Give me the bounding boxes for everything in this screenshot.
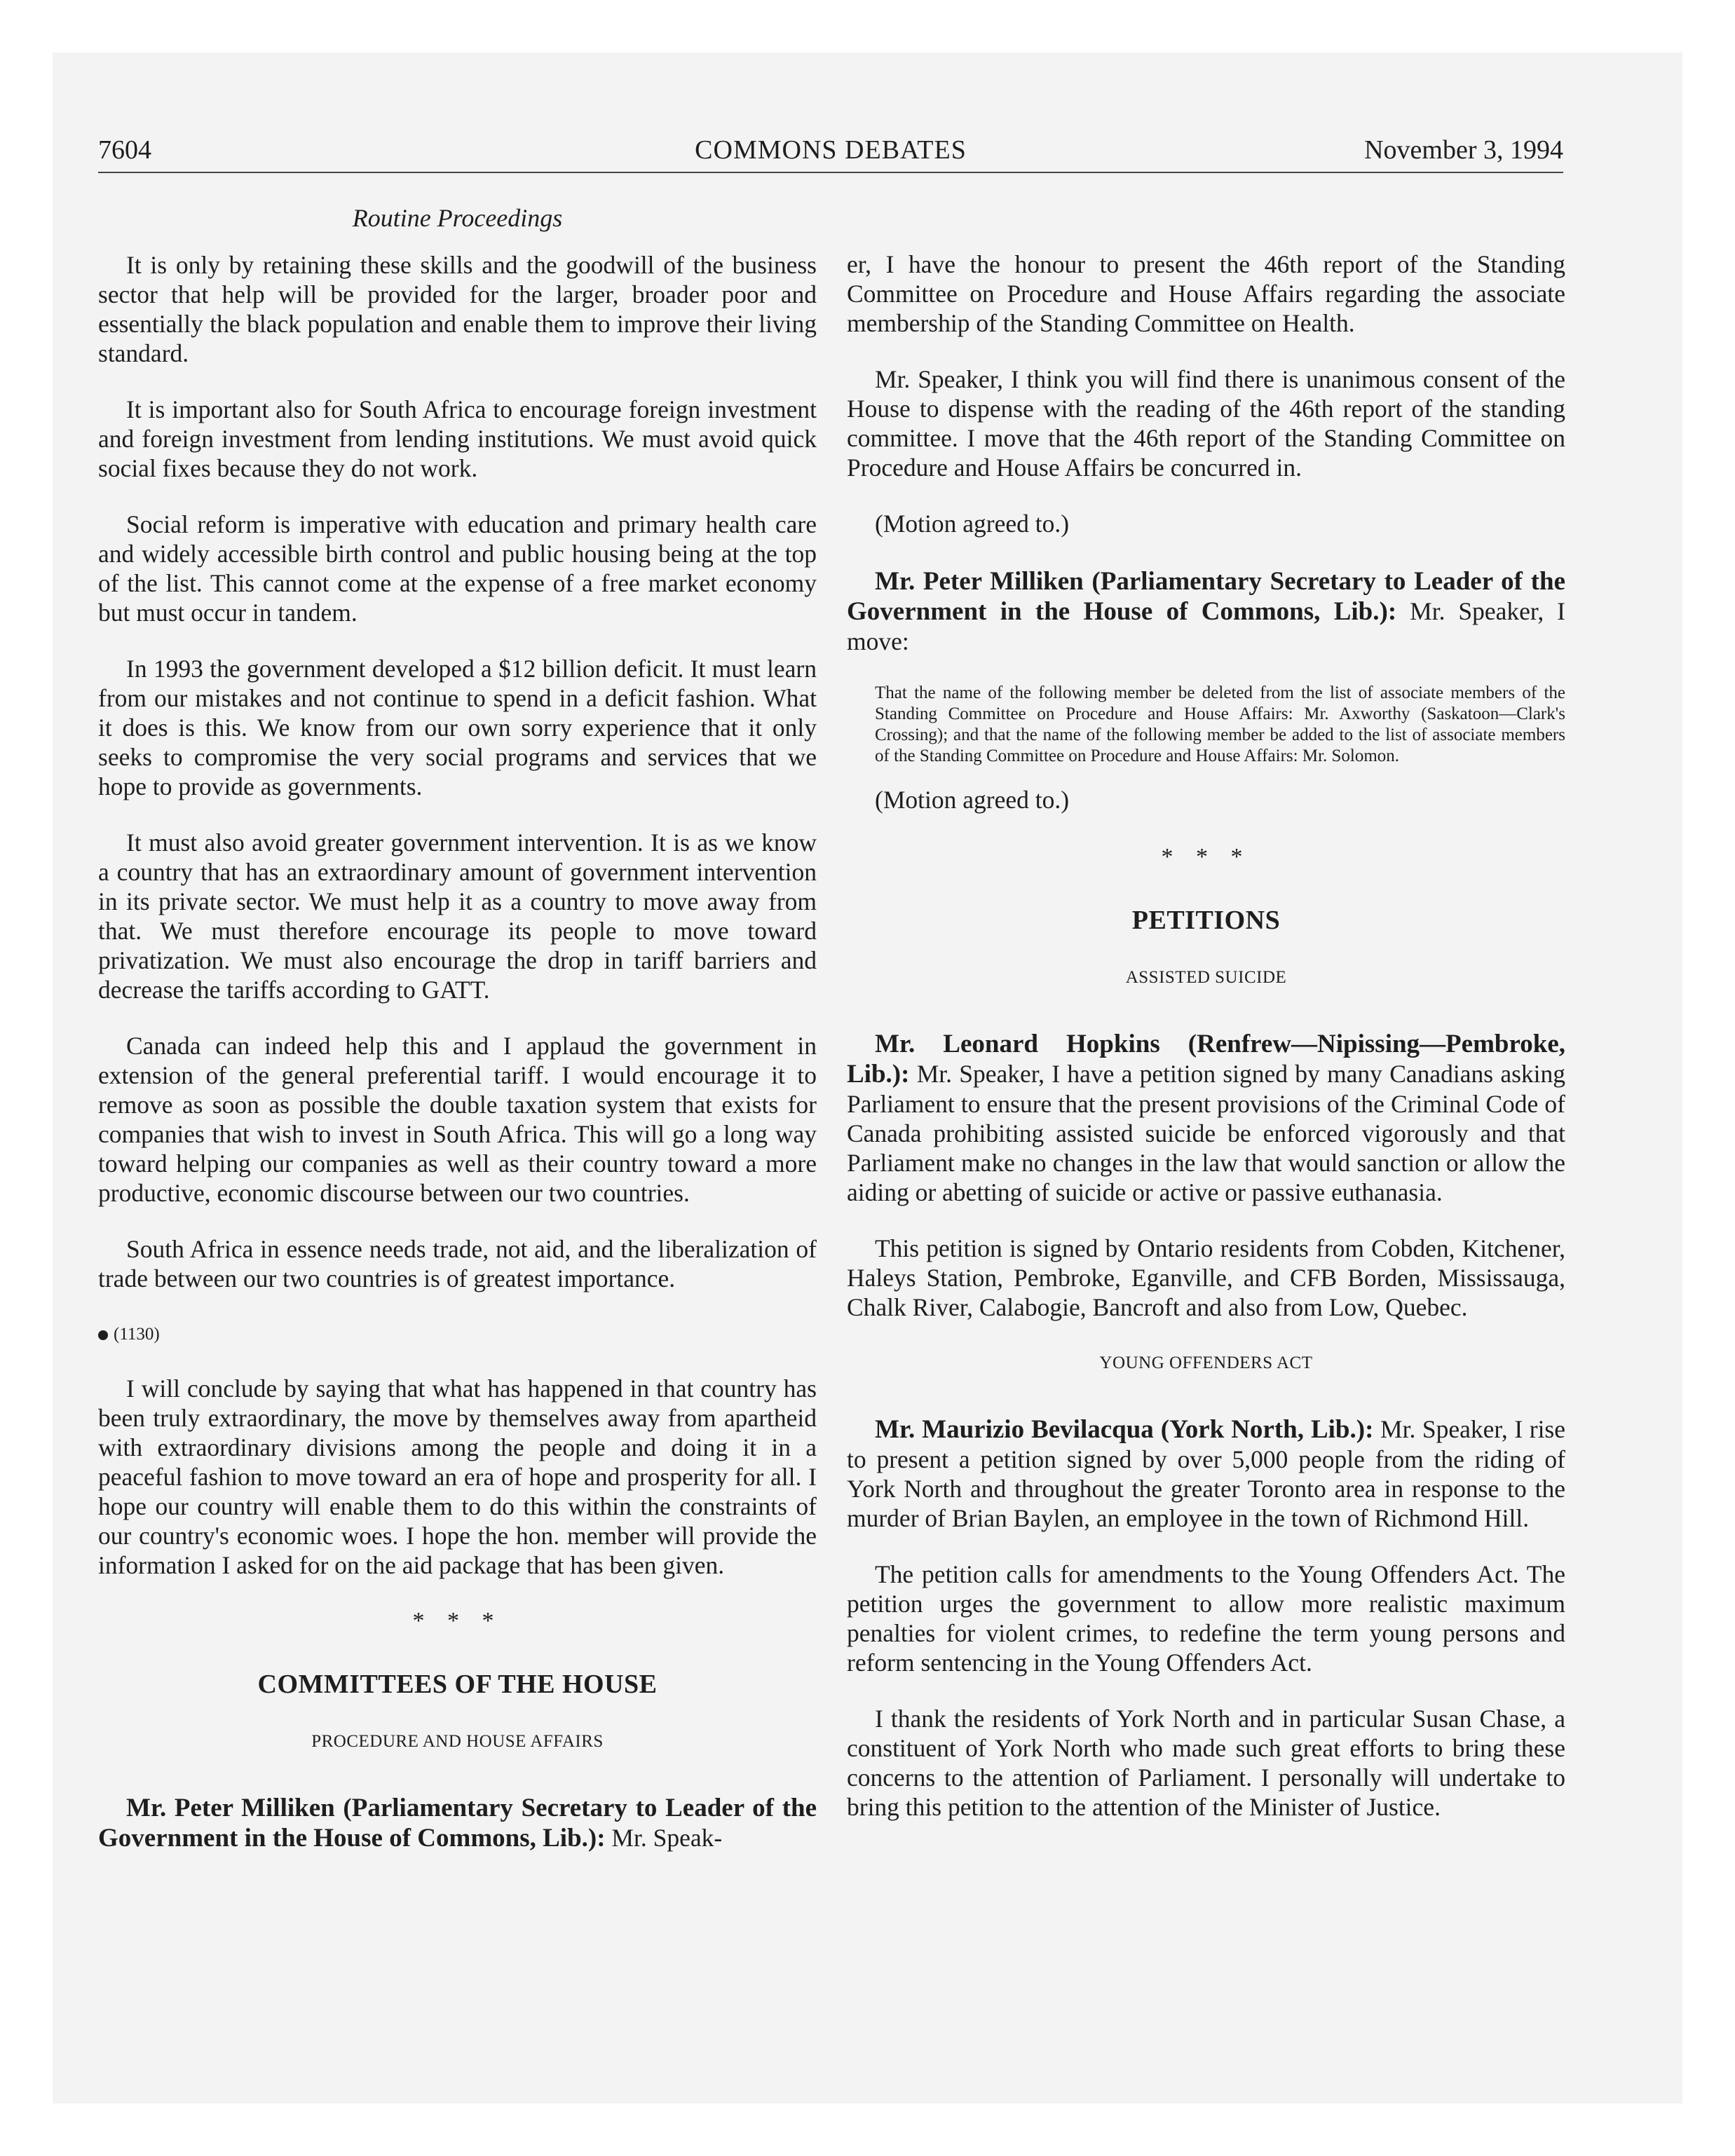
motion-note: (Motion agreed to.)	[875, 786, 1070, 814]
paragraph: It is only by retaining these skills and the goodwill of the business sector that help will be provided for the larger, broader poor and essentially the black population and enable them to improve their living standard.	[98, 251, 817, 367]
paragraph: er, I have the honour to present the 46th report of the Standing Committee on Procedure and House Affairs regarding the associate membership of the Standing Committee on Health.	[847, 250, 1565, 337]
paragraph: Social reform is imperative with education and primary health care and widely accessible birth control and public housing being at the top of the list. This cannot come at the expense of a free market economy but must occur in tandem.	[98, 510, 817, 627]
time-marker-text: (1130)	[114, 1325, 160, 1344]
page-date: November 3, 1994	[1364, 135, 1563, 165]
section-separator: * * *	[412, 1608, 503, 1634]
page-number: 7604	[98, 135, 151, 165]
page-header	[98, 132, 1563, 168]
paragraph: I thank the residents of York North and in particular Susan Chase, a constituent of York North who made such great efforts to bring these concerns to the attention of Parliament. I personally will undertake to bring this petition to the attention of the Minister of Justice.	[847, 1705, 1565, 1821]
section-subheading: PROCEDURE AND HOUSE AFFAIRS	[311, 1732, 604, 1751]
speaker-name: Mr. Peter Milliken (Parliamentary Secretary to Leader of the Government in the House of Commons, Lib.):	[847, 567, 1565, 626]
publication-title: COMMONS DEBATES	[695, 135, 967, 165]
left-column	[98, 203, 817, 1880]
section-label: Routine Proceedings	[352, 204, 563, 232]
speaker-text: Mr. Speaker, I have a petition signed by many Canadians asking Parliament to ensure that the present provisions of the Criminal Code of Canada prohibiting assisted suicide be enforced vigorously and that Parliament make no changes in the law that would sanction or allow the aiding or abetting of suicide or active or passive euthanasia.	[847, 1060, 1566, 1206]
paragraph: It is important also for South Africa to encourage foreign investment and foreign investment from lending institutions. We must avoid quick social fixes because they do not work.	[98, 395, 817, 482]
section-subheading: YOUNG OFFENDERS ACT	[1099, 1353, 1313, 1372]
header-rule	[98, 172, 1563, 173]
paragraph: Mr. Speaker, I think you will find there is unanimous consent of the House to dispense with the reading of the 46th report of the standing committee. I move that the 46th report of the Standing Committee on Procedure and House Affairs be concurred in.	[847, 365, 1565, 482]
speaker-name: Mr. Peter Milliken (Parliamentary Secretary to Leader of the Government in the House of Commons, Lib.):	[98, 1794, 817, 1853]
paragraph: It must also avoid greater government intervention. It is as we know a country that has an extraordinary amount of government intervention in its private sector. We must help it as a country to move away from that. We must therefore encourage its people to move toward privatization. We must also encourage the drop in tariff barriers and decrease the tariffs according to GATT.	[98, 828, 817, 1004]
section-heading: COMMITTEES OF THE HOUSE	[257, 1670, 658, 1699]
speaker-paragraph	[98, 1793, 817, 1853]
time-marker	[98, 1320, 817, 1349]
speaker-paragraph	[847, 1029, 1565, 1207]
right-column	[847, 250, 1565, 1848]
bullet-icon	[98, 1330, 108, 1340]
speaker-paragraph	[847, 566, 1565, 656]
speaker-text: Mr. Speaker, I rise to present a petition signed by over 5,000 people from the riding of York North and throughout the greater Toronto area in response to the murder of Brian Baylen, an employee in the town of Richmond Hill.	[847, 1415, 1565, 1532]
section-heading: PETITIONS	[1131, 906, 1281, 935]
paragraph: This petition is signed by Ontario residents from Cobden, Kitchener, Haleys Station, Pembroke, Eganville, and CFB Borden, Mississauga, Chalk River, Calabogie, Bancroft and also from Low, Quebec.	[847, 1234, 1565, 1321]
section-separator: * * *	[1161, 844, 1251, 870]
speaker-name: Mr. Leonard Hopkins (Renfrew—Nipissing—Pembroke, Lib.):	[847, 1030, 1565, 1089]
speaker-paragraph	[847, 1414, 1565, 1533]
motion-quote: That the name of the following member be deleted from the list of associate members of the Standing Committee on Procedure and House Affairs: Mr. Axworthy (Saskatoon—Clark's Crossing); and that the name of the following member be added to the list of associate members of the Standing Committee on Procedure and House Affairs: Mr. Solomon.	[875, 683, 1565, 765]
paragraph: Canada can indeed help this and I applaud the government in extension of the general preferential tariff. I would encourage it to remove as soon as possible the double taxation system that exists for companies that wish to invest in South Africa. This will go a long way toward helping our companies as well as their country toward a more productive, economic discourse between our two countries.	[98, 1032, 817, 1207]
speaker-text: Mr. Speak-	[611, 1824, 723, 1852]
paragraph: South Africa in essence needs trade, not aid, and the liberalization of trade between our two countries is of greatest importance.	[98, 1235, 817, 1292]
paragraph: The petition calls for amendments to the Young Offenders Act. The petition urges the government to allow more realistic maximum penalties for violent crimes, to redefine the term young persons and reform sentencing in the Young Offenders Act.	[847, 1560, 1565, 1677]
paragraph: I will conclude by saying that what has happened in that country has been truly extraordinary, the move by themselves away from apartheid with extraordinary divisions among the people and doing it in a peaceful fashion to move toward an era of hope and prosperity for all. I hope our country will enable them to do this within the constraints of our country's economic woes. I hope the hon. member will provide the information I asked for on the aid package that has been given.	[98, 1374, 817, 1579]
speaker-name: Mr. Maurizio Bevilacqua (York North, Lib.):	[875, 1415, 1374, 1444]
paragraph: In 1993 the government developed a $12 billion deficit. It must learn from our mistakes and not continue to spend in a deficit fashion. What it does is this. We know from our own sorry experience that it only seeks to compromise the very social programs and services that we hope to provide as governments.	[98, 655, 817, 800]
section-subheading: ASSISTED SUICIDE	[1125, 968, 1287, 987]
speaker-text: Mr. Speaker, I move:	[847, 597, 1566, 655]
motion-note: (Motion agreed to.)	[875, 510, 1070, 538]
